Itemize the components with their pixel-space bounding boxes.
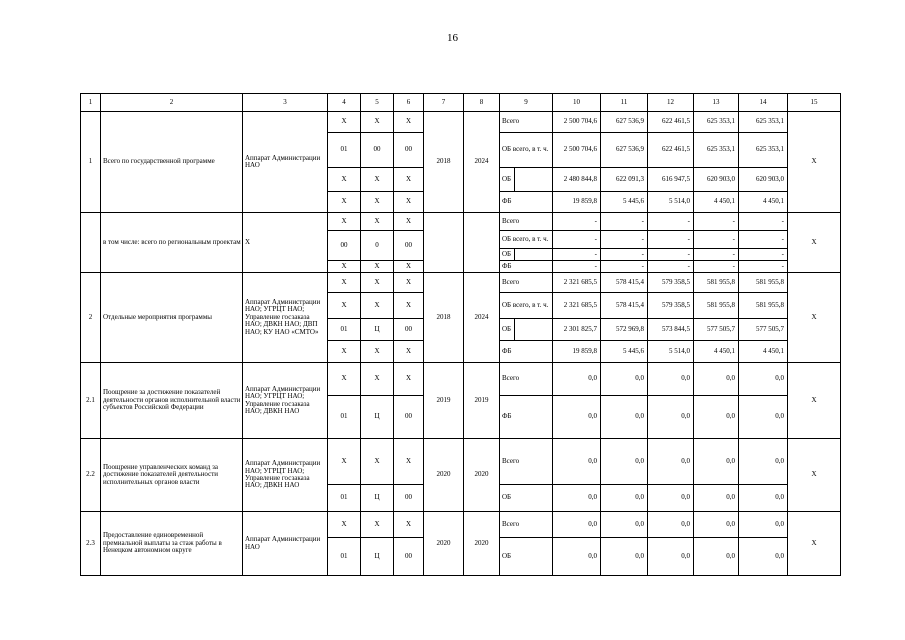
funding-source: Всего [500,273,553,293]
row-number [81,213,101,273]
amount-cell: 0,0 [739,538,788,576]
amount-cell: - [648,231,694,249]
funding-source: ФБ [500,341,553,363]
budget-code: Х [361,273,394,293]
amount-cell: - [601,231,648,249]
amount-cell: - [648,249,694,261]
budget-code: 00 [328,231,361,261]
funding-source: ОБ [500,485,553,512]
amount-cell: 0,0 [739,396,788,439]
start-year: 2019 [424,363,464,439]
budget-code: 00 [394,396,424,439]
budget-code: Х [361,293,394,319]
budget-code: Х [361,168,394,192]
budget-code: Ц [361,319,394,341]
amount-cell: - [694,249,739,261]
amount-cell: 622 461,5 [648,133,694,168]
budget-code: Х [394,512,424,538]
amount-cell: 0,0 [648,512,694,538]
budget-code: Х [394,363,424,396]
row-number: 2 [81,273,101,363]
column-number-header: 15 [788,94,841,112]
funding-source: ОБ [500,319,553,341]
budget-code: 01 [328,485,361,512]
budget-code: Ц [361,538,394,576]
budget-code: Х [361,363,394,396]
start-year: 2018 [424,112,464,213]
amount-cell: 577 505,7 [739,319,788,341]
start-year: 2020 [424,439,464,512]
column-number-header: 13 [694,94,739,112]
amount-cell: 0,0 [553,538,601,576]
budget-code: Х [361,213,394,231]
funding-source: ФБ [500,192,553,213]
result-cell: Х [788,512,841,576]
row-number: 2.2 [81,439,101,512]
budget-code: 00 [394,231,424,261]
budget-code: 00 [394,133,424,168]
budget-code: Х [361,439,394,485]
amount-cell: 0,0 [739,363,788,396]
column-number-header: 5 [361,94,394,112]
amount-cell: 0,0 [553,512,601,538]
amount-cell: 627 536,9 [601,133,648,168]
amount-cell: 620 903,0 [739,168,788,192]
budget-code: 00 [394,485,424,512]
amount-cell: - [739,261,788,273]
budget-code: Х [394,439,424,485]
amount-cell: 0,0 [601,439,648,485]
column-number-header: 1 [81,94,101,112]
amount-cell: 0,0 [601,538,648,576]
budget-code: Х [394,293,424,319]
amount-cell: 0,0 [601,512,648,538]
amount-cell: 577 505,7 [694,319,739,341]
amount-cell: 2 321 685,5 [553,293,601,319]
budget-code: Х [328,112,361,133]
budget-code: Х [328,273,361,293]
funding-source: Всего [500,512,553,538]
amount-cell: 2 301 825,7 [553,319,601,341]
amount-cell: 0,0 [648,439,694,485]
budget-code: Х [394,261,424,273]
amount-cell: 622 091,3 [601,168,648,192]
amount-cell: 625 353,1 [739,112,788,133]
executor: Аппарат Администрации НАО [243,512,328,576]
measure-name: Поощрение за достижение показателей деятельности органов исполнительной власти субъектов Российской Федерации [101,363,243,439]
amount-cell: 0,0 [601,363,648,396]
amount-cell: 2 321 685,5 [553,273,601,293]
amount-cell: 0,0 [648,485,694,512]
amount-cell: 0,0 [648,538,694,576]
column-number-header: 2 [101,94,243,112]
amount-cell: 0,0 [739,485,788,512]
amount-cell: 0,0 [553,396,601,439]
funding-source: ОБ [500,538,553,576]
measure-name: Предоставление единовременной премиальной выплаты за стаж работы в Ненецком автономном округе [101,512,243,576]
end-year: 2020 [464,439,500,512]
column-number-header: 9 [500,94,553,112]
amount-cell: 581 955,8 [694,293,739,319]
amount-cell: 581 955,8 [739,273,788,293]
amount-cell: - [553,231,601,249]
budget-code: Х [328,363,361,396]
amount-cell: 0,0 [601,485,648,512]
amount-cell: 19 859,8 [553,341,601,363]
budget-code: 01 [328,538,361,576]
budget-code: 01 [328,319,361,341]
amount-cell: 2 480 844,8 [553,168,601,192]
budget-code: Х [328,213,361,231]
budget-code: Х [328,293,361,319]
amount-cell: - [648,213,694,231]
funding-source: Всего [500,363,553,396]
amount-cell: - [694,213,739,231]
measure-name: в том числе: всего по региональным проектам [101,213,243,273]
budget-code: Х [394,192,424,213]
amount-cell: 19 859,8 [553,192,601,213]
amount-cell: 0,0 [739,512,788,538]
amount-cell: 625 353,1 [694,133,739,168]
amount-cell: 578 415,4 [601,293,648,319]
amount-cell: 0,0 [694,439,739,485]
budget-code: Х [394,273,424,293]
amount-cell: 0,0 [694,396,739,439]
amount-cell: 4 450,1 [694,192,739,213]
result-cell: Х [788,439,841,512]
page-number: 16 [447,32,458,44]
amount-cell: - [648,261,694,273]
column-number-header: 3 [243,94,328,112]
budget-code: Х [328,512,361,538]
budget-code: Х [328,168,361,192]
amount-cell: 572 969,8 [601,319,648,341]
budget-code: Х [361,512,394,538]
end-year: 2020 [464,512,500,576]
column-number-header: 12 [648,94,694,112]
amount-cell: 5 514,0 [648,341,694,363]
amount-cell: 2 500 704,6 [553,133,601,168]
result-cell: Х [788,112,841,213]
amount-cell: 578 415,4 [601,273,648,293]
start-year: 2020 [424,512,464,576]
table-row [81,213,841,231]
amount-cell: 4 450,1 [739,192,788,213]
executor: Аппарат Администрации НАО; УГРЦТ НАО; Управление госзаказа НАО; ДВКН НАО; ДВП НАО; КУ НАО «СМТО» [243,273,328,363]
budget-code: Х [361,112,394,133]
table-row [81,273,841,293]
amount-cell: 5 445,6 [601,341,648,363]
amount-cell: 573 844,5 [648,319,694,341]
amount-cell: 581 955,8 [694,273,739,293]
budget-code: Х [361,341,394,363]
funding-source: Всего [500,213,553,231]
table-row [81,363,841,396]
amount-cell: - [739,249,788,261]
table-row [81,112,841,133]
amount-cell: - [601,213,648,231]
budget-code: 01 [328,396,361,439]
amount-cell: 625 353,1 [739,133,788,168]
funding-source: ОБ [500,249,553,261]
amount-cell: - [553,213,601,231]
amount-cell: 579 358,5 [648,293,694,319]
end-year: 2024 [464,112,500,213]
end-year: 2019 [464,363,500,439]
funding-source: ФБ [500,261,553,273]
amount-cell: 0,0 [553,363,601,396]
start-year [424,213,464,273]
column-number-header: 11 [601,94,648,112]
amount-cell: 0,0 [553,485,601,512]
amount-cell: 4 450,1 [694,341,739,363]
row-number: 2.3 [81,512,101,576]
amount-cell: 0,0 [694,512,739,538]
measure-name: Отдельные мероприятия программы [101,273,243,363]
amount-cell: 0,0 [739,439,788,485]
budget-code: Х [394,112,424,133]
row-number: 2.1 [81,363,101,439]
column-number-header: 6 [394,94,424,112]
amount-cell: 2 500 704,6 [553,112,601,133]
amount-cell: - [553,249,601,261]
funding-source: ОБ всего, в т. ч. [500,293,553,319]
amount-cell: - [601,261,648,273]
column-number-header: 4 [328,94,361,112]
amount-cell: 581 955,8 [739,293,788,319]
header-row [81,94,841,112]
funding-source: ОБ всего, в т. ч. [500,231,553,249]
executor: Х [243,213,328,273]
executor: Аппарат Администрации НАО; УГРЦТ НАО; Управление госзаказа НАО; ДВКН НАО [243,439,328,512]
column-number-header: 14 [739,94,788,112]
column-number-header: 8 [464,94,500,112]
budget-code: 0 [361,231,394,261]
amount-cell: - [601,249,648,261]
result-cell: Х [788,213,841,273]
measure-name: Поощрение управленческих команд за достижение показателей деятельности исполнительных органов власти [101,439,243,512]
result-cell: Х [788,363,841,439]
row-number: 1 [81,112,101,213]
budget-code: Ц [361,485,394,512]
amount-cell: - [694,261,739,273]
amount-cell: 627 536,9 [601,112,648,133]
budget-code: 01 [328,133,361,168]
budget-code: Х [394,213,424,231]
amount-cell: 616 947,5 [648,168,694,192]
end-year [464,213,500,273]
program-budget-table [80,93,841,576]
amount-cell: 620 903,0 [694,168,739,192]
funding-source: Всего [500,439,553,485]
amount-cell: 0,0 [694,485,739,512]
amount-cell: 622 461,5 [648,112,694,133]
amount-cell: 5 445,6 [601,192,648,213]
funding-source: ФБ [500,396,553,439]
amount-cell: 625 353,1 [694,112,739,133]
budget-code: 00 [361,133,394,168]
amount-cell: 0,0 [601,396,648,439]
amount-cell: 4 450,1 [739,341,788,363]
amount-cell: - [739,213,788,231]
budget-code: Х [328,439,361,485]
budget-code: Х [361,261,394,273]
budget-code: 00 [394,319,424,341]
table-row [81,512,841,538]
funding-source: ОБ всего, в т. ч. [500,133,553,168]
budget-code: Х [328,341,361,363]
start-year: 2018 [424,273,464,363]
amount-cell: 0,0 [648,363,694,396]
result-cell: Х [788,273,841,363]
budget-code: Х [328,192,361,213]
budget-code: 00 [394,538,424,576]
budget-code: Х [328,261,361,273]
table-row [81,439,841,485]
budget-code: Ц [361,396,394,439]
budget-code: Х [394,341,424,363]
amount-cell: 5 514,0 [648,192,694,213]
executor: Аппарат Администрации НАО; УГРЦТ НАО; Управление госзаказа НАО; ДВКН НАО [243,363,328,439]
column-number-header: 10 [553,94,601,112]
amount-cell: - [739,231,788,249]
amount-cell: - [553,261,601,273]
budget-code: Х [361,192,394,213]
executor: Аппарат Администрации НАО [243,112,328,213]
measure-name: Всего по государственной программе [101,112,243,213]
amount-cell: 579 358,5 [648,273,694,293]
column-number-header: 7 [424,94,464,112]
funding-source: Всего [500,112,553,133]
funding-source: ОБ [500,168,553,192]
amount-cell: 0,0 [648,396,694,439]
budget-code: Х [394,168,424,192]
amount-cell: - [694,231,739,249]
end-year: 2024 [464,273,500,363]
amount-cell: 0,0 [553,439,601,485]
amount-cell: 0,0 [694,363,739,396]
amount-cell: 0,0 [694,538,739,576]
